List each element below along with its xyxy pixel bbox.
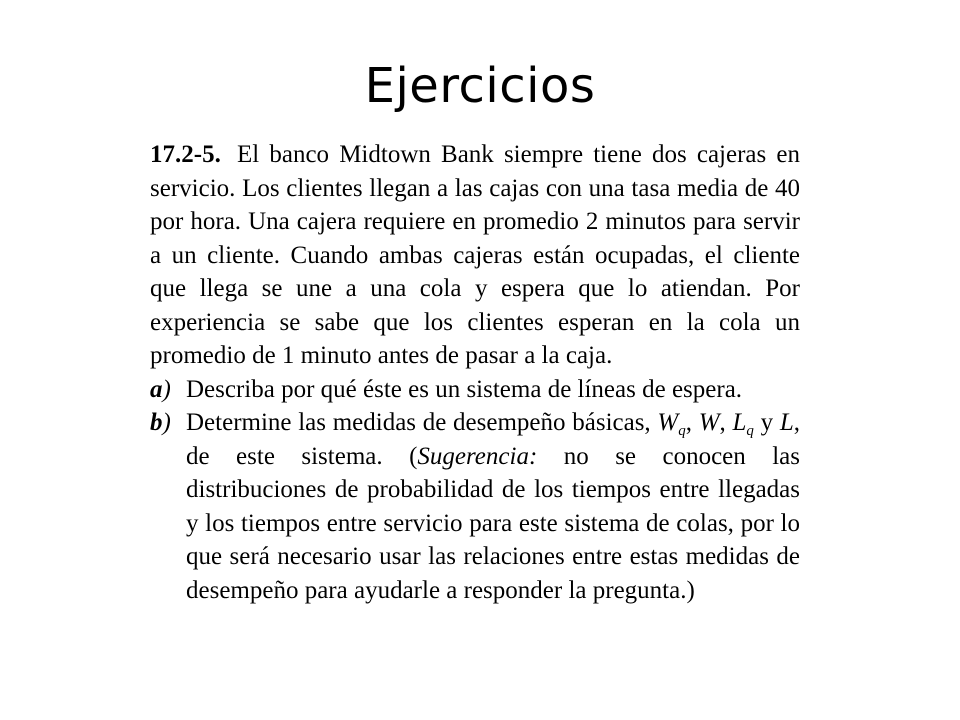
separator: , [719, 409, 733, 436]
problem-statement [150, 138, 800, 373]
var-wq: $W_q$ [657, 409, 686, 439]
var-l: L [779, 409, 794, 436]
item-a [150, 373, 800, 407]
hint-text: no se conocen las distribuciones de probabilidad de los tiempos entre llegadas y los tiempos entre servicio para este sistema de colas, por lo que será necesario usar las relaciones entre estas medidas de desempeño para ayudarle a responder la pregunta.) [186, 442, 800, 604]
item-b-marker: b) [150, 409, 171, 436]
slide-title: Ejercicios [364, 58, 596, 114]
item-b [150, 406, 800, 607]
hint-label: Sugerencia: [417, 442, 538, 470]
item-b-text-after-vars: , de este sistema. ( [186, 409, 800, 470]
problem-statement-text: El banco Midtown Bank siempre tiene dos cajeras en servicio. Los clientes llegan a las cajas con una tasa media de 40 por hora. Una cajera requiere en promedio 2 minutos para servir a un cliente. Cuando ambas cajeras están ocupadas, el cliente que llega se une a una cola y espera que lo atiendan. Por experiencia se sabe que los clientes esperan en la cola un promedio de 1 minuto antes de pasar a la caja. [150, 141, 800, 369]
scanned-problem-image [140, 132, 808, 672]
item-b-text-before: Determine las medidas de desempeño básicas, [186, 409, 658, 436]
item-a-text: Describa por qué éste es un sistema de líneas de espera. [186, 375, 743, 403]
separator: , [685, 409, 699, 436]
conjunction: y [753, 409, 780, 436]
var-lq: $L_q$ [732, 409, 754, 439]
problem-text [150, 138, 800, 607]
problem-number: 17.2-5. [150, 141, 221, 168]
var-w: W [698, 409, 720, 436]
item-a-marker: a) [150, 375, 171, 403]
